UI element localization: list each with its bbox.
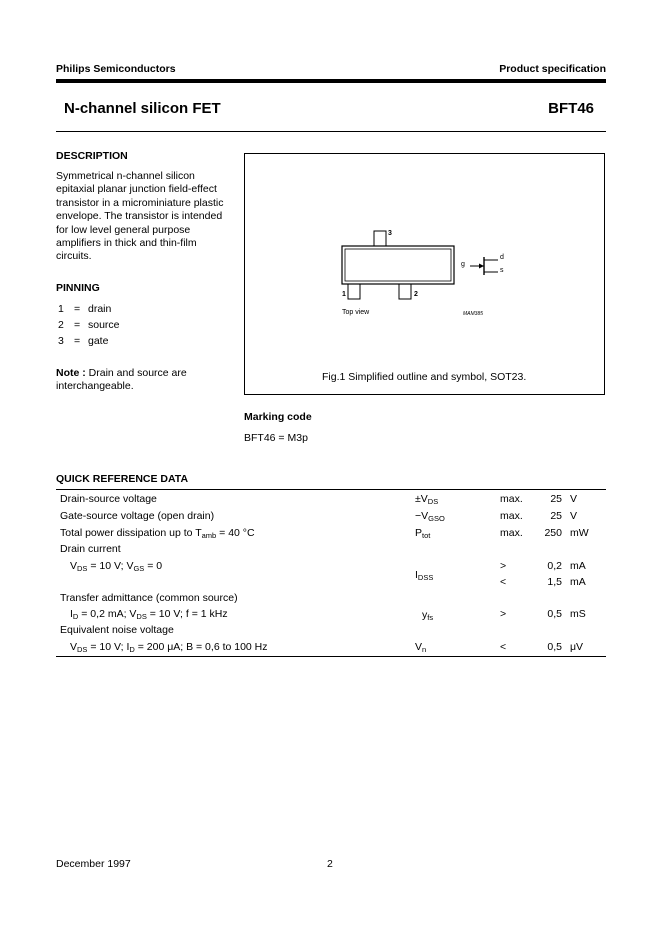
company-name: Philips Semiconductors (56, 63, 176, 75)
qrd-symbol: $I_{DSS}$ (415, 569, 434, 582)
symbol-gate-label: g (461, 261, 465, 268)
qrd-unit: V (570, 493, 578, 505)
pin-row: 2 = source (58, 319, 120, 331)
pin1-label: 1 (342, 291, 346, 298)
top-view-label: Top view (342, 309, 370, 316)
qrd-param: Transfer admittance (common source) (60, 592, 238, 604)
qrd-symbol: $y_{fs}$ (422, 609, 434, 622)
description-line: transistor in a microminiature plastic (56, 196, 224, 209)
footer-date: December 1997 (56, 858, 131, 870)
pin2-lead (399, 284, 411, 299)
header-rule (56, 79, 606, 83)
qrd-value: 0,5 (547, 641, 562, 653)
pin1-lead (348, 284, 360, 299)
qrd-condition: < (500, 641, 507, 653)
qrd-param: Gate-source voltage (open drain) (60, 510, 215, 522)
qrd-value: 25 (550, 493, 562, 505)
pin2-label: 2 (414, 291, 418, 298)
symbol-drain-label: d (500, 254, 504, 261)
title-rule (56, 131, 606, 132)
description-text (56, 170, 241, 264)
fet-symbol (470, 257, 498, 275)
qrd-symbol: $\pm V_{DS}$ (415, 493, 439, 506)
pin-row: 1 = drain (58, 303, 112, 315)
symbol-source-label: s (500, 267, 504, 274)
qrd-condition: < (500, 576, 507, 588)
description-line: envelope. The transistor is intended (56, 210, 223, 223)
pin3-label: 3 (388, 230, 392, 237)
qrd-value: 0,2 (547, 560, 562, 572)
qrd-param: Drain-source voltage (60, 493, 157, 505)
qrd-unit: V (570, 510, 578, 522)
qrd-symbol: $V_n$ (415, 641, 427, 654)
qrd-param: $I_D = 0,2$ mA; $V_{DS} = 10$ V; f = 1 kHz (70, 608, 228, 621)
qrd-param: Drain current (60, 543, 121, 555)
description-line: epitaxial planar junction field-effect (56, 183, 217, 196)
qrd-bottom-rule (56, 656, 606, 657)
package-inner (345, 249, 451, 281)
pinning-heading: PINNING (56, 282, 100, 294)
page-title: N-channel silicon FET (64, 100, 221, 117)
qrd-unit: mA (570, 560, 586, 572)
marking-value: BFT46 = M3p (244, 432, 308, 444)
qrd-top-rule (56, 489, 606, 490)
description-line: Symmetrical n-channel silicon (56, 170, 195, 182)
description-line: amplifiers in thick and thin-film (56, 237, 197, 250)
qrd-value: 250 (544, 527, 562, 539)
figure-code: MAM385 (463, 311, 484, 317)
qrd-condition: max. (500, 527, 523, 539)
description-line: for low level general purpose (56, 223, 191, 236)
qrd-condition: max. (500, 510, 523, 522)
qrd-condition: > (500, 608, 507, 620)
package-body (342, 246, 454, 284)
pin-row: 3 = gate (58, 335, 109, 347)
page-number: 2 (327, 858, 333, 870)
qrd-param: $V_{DS} = 10$ V; $I_D = 200$ μA; B = 0,6 to 100 Hz (70, 641, 268, 654)
qrd-heading: QUICK REFERENCE DATA (56, 473, 189, 485)
description-line: circuits. (56, 250, 92, 263)
qrd-param: Total power dissipation up to $T_{amb} = 40$ °C (60, 527, 255, 540)
marking-heading: Marking code (244, 411, 312, 423)
qrd-symbol: $-V_{GSO}$ (415, 510, 445, 523)
qrd-unit: mA (570, 576, 586, 588)
sot23-outline-drawing (244, 153, 605, 395)
qrd-symbol: $P_{tot}$ (415, 527, 431, 540)
figure-caption: Fig.1 Simplified outline and symbol, SOT23. (322, 371, 527, 383)
qrd-condition: > (500, 560, 507, 572)
qrd-unit: mW (570, 527, 589, 539)
qrd-value: 1,5 (547, 576, 562, 588)
pin3-lead (374, 231, 386, 246)
qrd-unit: mS (570, 608, 586, 620)
qrd-param: Equivalent noise voltage (60, 624, 174, 636)
qrd-value: 0,5 (547, 608, 562, 620)
qrd-condition: max. (500, 493, 523, 505)
qrd-value: 25 (550, 510, 562, 522)
description-heading: DESCRIPTION (56, 150, 128, 162)
note: Note : Drain and source are interchangeable. (56, 367, 187, 393)
qrd-unit: μV (570, 641, 584, 653)
part-number: BFT46 (548, 100, 594, 117)
doc-type: Product specification (499, 63, 606, 75)
qrd-param: $V_{DS} = 10$ V; $V_{GS} = 0$ (70, 560, 163, 573)
